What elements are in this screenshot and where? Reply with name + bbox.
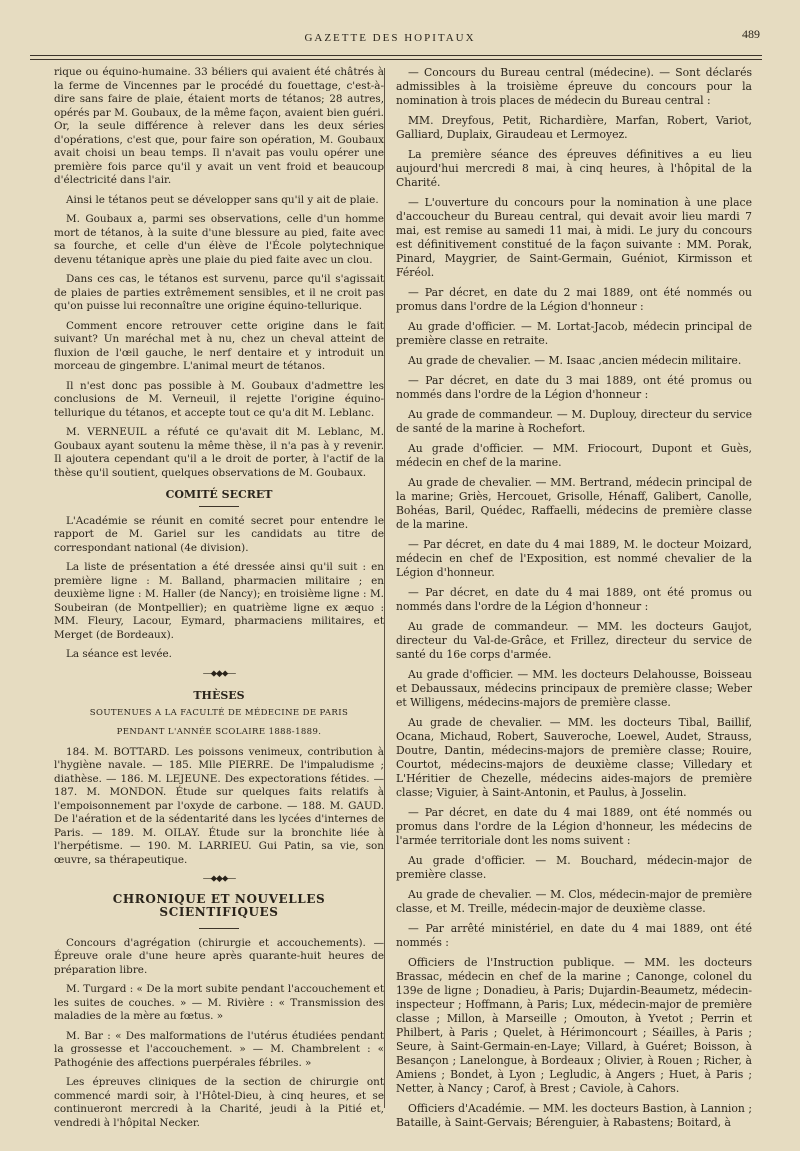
header-rule [30, 55, 762, 56]
paragraph: 184. M. BOTTARD. Les poissons venimeux, contribution à l'hygiène navale. — 185. Mlle PIERRE. De l'impaludisme ; diathèse. — 186. M. LEJEUNE. Des expectorations fétides. — 187. M. MONDON. Étude sur quelques faits relatifs à l'empoisonnement par l'oxyde de carbone. — 188. M. GAUD. De l'aération et de la sédentarité dans les lycées d'internes de Paris. — 189. M. OILAY. Étude sur la bronchite liée à l'herpétisme. — 190. M. LARRIEU. Gui Patin, sa vie, son œuvre, sa thérapeutique. [54, 745, 384, 866]
page-number: 489 [742, 27, 760, 41]
paragraph: M. Turgard : « De la mort subite pendant l'accouchement et les suites de couches. » — M. Rivière : « Transmission des maladies de la mère au fœtus. » [54, 983, 384, 1022]
section-heading-comite-secret: COMITÉ SECRET [165, 488, 273, 501]
theses-subheading-2: PENDANT L'ANNÉE SCOLAIRE 1888-1889. [116, 727, 322, 737]
paragraph: — Par décret, en date du 4 mai 1889, ont été promus ou nommés dans l'ordre de la Légion d'honneur : [396, 586, 752, 613]
paragraph: Ainsi le tétanos peut se développer sans qu'il y ait de plaie. [66, 193, 379, 206]
heading-rule [199, 928, 239, 929]
paragraph: M. VERNEUIL a réfuté ce qu'avait dit M. Leblanc, M. Goubaux ayant soutenu la même thèse, il n'a pas à y revenir. Il ajoutera cependant qu'il a le droit de porter, à l'actif de la thèse qu'il soutient, quelques observations de M. Goubaux. [54, 426, 384, 479]
paragraph: Il n'est donc pas possible à M. Goubaux d'admettre les conclusions de M. Verneuil, il rejette l'origine équino-tellurique du tétanos, et accepte tout ce qu'a dit M. Leblanc. [54, 379, 384, 419]
paragraph: La liste de présentation a été dressée ainsi qu'il suit : en première ligne : M. Balland, pharmacien militaire ; en deuxième ligne : M. Haller (de Nancy); en troisième ligne : M. Soubeiran (de Montpellier); en quatrième ligne ex æquo : MM. Fleury, Lacour, Eymard, pharmaciens militaires, et Merget (de Bordeaux). [54, 561, 384, 641]
paragraph: — Par décret, en date du 3 mai 1889, ont été promus ou nommés dans l'ordre de la Légion d'honneur : [396, 374, 752, 401]
running-title: GAZETTE DES HOPITAUX [304, 32, 476, 44]
paragraph: — L'ouverture du concours pour la nomination à une place d'accoucheur du Bureau central, qui devait avoir lieu mardi 7 mai, est remise au samedi 11 mai, à midi. Le jury du concours est définitivement constitué de la façon suivante : MM. Porak, Pinard, Maygrier, de Saint-Germain, Guéniot, Kirmisson et Féréol. [396, 196, 752, 279]
paragraph: Comment encore retrouver cette origine dans le fait suivant? Un maréchal met à nu, chez un cheval atteint de fluxion de l'œil gauche, le nerf dentaire et y introduit un morceau de gingembre. L'animal meurt de tétanos. [54, 319, 384, 372]
paragraph: Au grade d'officier. — MM. Friocourt, Dupont et Guès, médecin en chef de la marine. [396, 442, 752, 469]
paragraph: Au grade de commandeur. — MM. les docteurs Gaujot, directeur du Val-de-Grâce, et Frillez, directeur du service de santé du 16e corps d'armée. [396, 620, 752, 661]
separator-ornament: —⬥◆⬥— [202, 668, 236, 679]
page-header [30, 22, 760, 46]
paragraph: — Par arrêté ministériel, en date du 4 mai 1889, ont été nommés : [396, 922, 752, 949]
paragraph: L'Académie se réunit en comité secret pour entendre le rapport de M. Gariel sur les candidats au titre de correspondant national (4e division). [54, 514, 384, 554]
paragraph: rique ou équino-humaine. 33 béliers qui avaient été châtrés à la ferme de Vincennes par le procédé du fouettage, c'est-à-dire sans faire de plaie, étaient morts de tétanos; 28 autres, opérés par M. Goubaux, de la même façon, avaient bien guéri. Or, la seule différence à relever dans les deux séries d'opérations, c'est que, pour faire son opération, M. Goubaux avait choisi un beau temps. Il n'avait pas voulu opérer une première fois parce qu'il y avait un vent froid et beaucoup d'électricité dans l'air. [54, 66, 384, 186]
paragraph: Au grade de chevalier. — M. Clos, médecin-major de première classe, et M. Treille, médecin-major de deuxième classe. [396, 888, 752, 915]
paragraph: Au grade d'officier. — M. Lortat-Jacob, médecin principal de première classe en retraite. [396, 320, 752, 347]
right-column [396, 66, 752, 1136]
left-column [54, 66, 384, 1136]
paragraph: La séance est levée. [66, 648, 172, 660]
paragraph: Au grade de chevalier. — MM. les docteurs Tibal, Baillif, Ocana, Michaud, Robert, Sauveroche, Loewel, Audet, Strauss, Doutre, Dantin, médecins-majors de première classe; Rouire, Courtot, médecins-majors de deuxième classe; Villedary et L'Héritier de Chezelle, médecins aides-majors de première classe; Viguier, à Saint-Antonin, et Paulus, à Josselin. [396, 716, 752, 799]
paragraph: Les épreuves cliniques de la section de chirurgie ont commencé mardi soir, à l'Hôtel-Dieu, à cinq heures, et se continueront mercredi à la Charité, jeudi à la Pitié et, vendredi à l'hôpital Necker. [54, 1076, 384, 1129]
paragraph: M. Bar : « Des malformations de l'utérus étudiées pendant la grossesse et l'accouchement. » — M. Chambrelent : « Pathogénie des affections puerpérales fébriles. » [54, 1029, 384, 1069]
paragraph: Officiers d'Académie. — MM. les docteurs Bastion, à Lannion ; Bataille, à Saint-Gervais; Bérenguier, à Rabastens; Boitard, à [396, 1102, 752, 1129]
paragraph: — Concours du Bureau central (médecine). — Sont déclarés admissibles à la troisième épreuve du concours pour la nomination à trois places de médecin du Bureau central : [396, 66, 752, 107]
paragraph: La première séance des épreuves définitives a eu lieu aujourd'hui mercredi 8 mai, à cinq heures, à l'hôpital de la Charité. [396, 148, 752, 189]
column-divider [384, 68, 385, 1108]
paragraph: Au grade de chevalier. — MM. Bertrand, médecin principal de la marine; Griès, Hercouet, Grisolle, Hénaff, Galibert, Canolle, Bohéas, Baril, Quédec, Raffaelli, médecins de première classe de la marine. [396, 476, 752, 531]
paragraph: Officiers de l'Instruction publique. — MM. les docteurs Brassac, médecin en chef de la marine ; Canonge, colonel du 139e de ligne ; Donadieu, à Paris; Dujardin-Beaumetz, médecin-inspecteur ; Hoffmann, à Paris; Lux, médecin-major de première classe ; Millon, à Marseille ; Omouton, à Yvetot ; Perrin et Philbert, à Paris ; Quelet, à Hérimoncourt ; Séailles, à Paris ; Seure, à Saint-Germain-en-Laye; Villard, à Guéret; Boisson, à Besançon ; Lanelongue, à Bordeaux ; Olivier, à Rouen ; Richer, à Amiens ; Bondet, à Lyon ; Legludic, à Angers ; Huet, à Paris ; Netter, à Nancy ; Carof, à Brest ; Caviole, à Cahors. [396, 956, 752, 1095]
paragraph: Au grade de commandeur. — M. Duplouy, directeur du service de santé de la marine à Rochefort. [396, 408, 752, 435]
paragraph: M. Goubaux a, parmi ses observations, celle d'un homme mort de tétanos, à la suite d'une blessure au pied, faite avec sa fourche, et celle d'un élève de l'École polytechnique devenu tétanique après une plaie du pied faite avec un clou. [54, 213, 384, 266]
theses-subheading-1: SOUTENUES A LA FACULTÉ DE MÉDECINE DE PARIS [89, 707, 349, 718]
paragraph: Dans ces cas, le tétanos est survenu, parce qu'il s'agissait de plaies de parties extrêmement sensibles, et il ne croit pas qu'on puisse lui reconnaître une origine équino-tellurique. [54, 273, 384, 312]
paragraph: Au grade d'officier. — M. Bouchard, médecin-major de première classe. [396, 854, 752, 881]
paragraph: — Par décret, en date du 2 mai 1889, ont été nommés ou promus dans l'ordre de la Légion d'honneur : [396, 286, 752, 313]
paragraph: MM. Dreyfous, Petit, Richardière, Marfan, Robert, Variot, Galliard, Duplaix, Giraudeau et Lermoyez. [396, 114, 752, 141]
section-heading-chronique: CHRONIQUE ET NOUVELLES SCIENTIFIQUES [112, 891, 326, 919]
separator-ornament: —⬥◆⬥— [202, 874, 236, 884]
heading-rule [199, 506, 239, 507]
paragraph: Au grade de chevalier. — M. Isaac ,ancien médecin militaire. [408, 354, 742, 367]
paragraph: — Par décret, en date du 4 mai 1889, M. le docteur Moizard, médecin en chef de l'Exposition, est nommé chevalier de la Légion d'honneur. [396, 538, 752, 579]
header-rule-2 [30, 59, 762, 60]
paragraph: — Par décret, en date du 4 mai 1889, ont été nommés ou promus dans l'ordre de la Légion d'honneur, les médecins de l'armée territoriale dont les noms suivent : [396, 806, 752, 847]
paragraph: Au grade d'officier. — MM. les docteurs Delahousse, Boisseau et Debaussaux, médecins principaux de première classe; Weber et Willigens, médecins-majors de première classe. [396, 668, 752, 709]
section-heading-theses: THÈSES [193, 689, 245, 702]
paragraph: Concours d'agrégation (chirurgie et accouchements). — Épreuve orale d'une heure après quarante-huit heures de préparation libre. [54, 936, 384, 976]
